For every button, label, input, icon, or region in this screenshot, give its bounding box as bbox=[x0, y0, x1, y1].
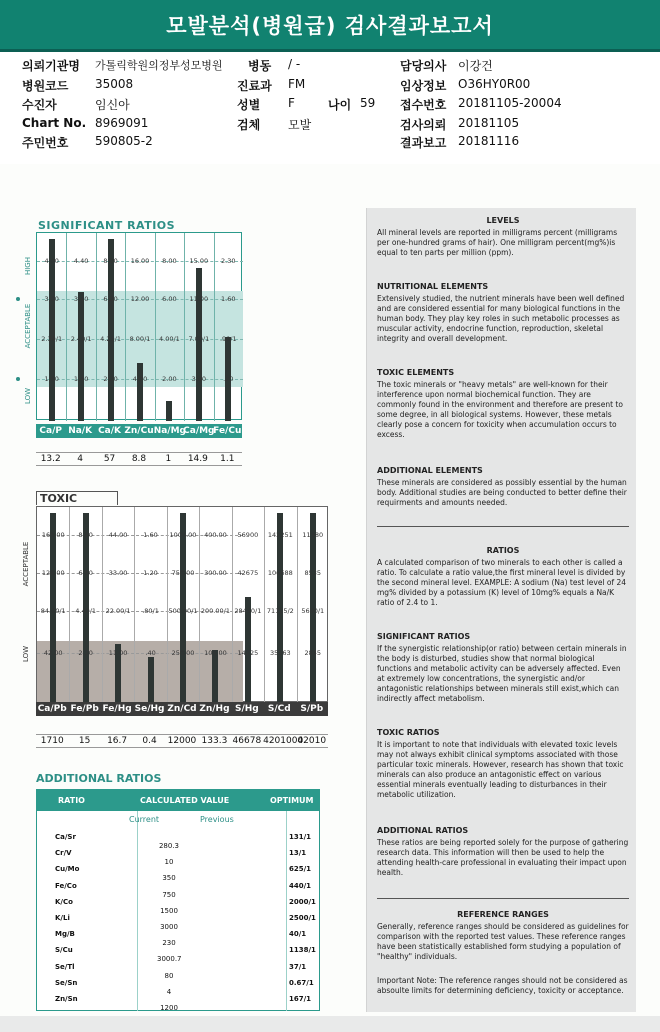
section-reference bbox=[377, 910, 629, 962]
ratio-value: 133.3 bbox=[201, 736, 228, 746]
info-sex-value: F bbox=[288, 96, 295, 110]
ratio-value: 14.9 bbox=[187, 454, 208, 464]
levels-heading: LEVELS bbox=[486, 216, 520, 225]
toxic-ratios-heading: TOXIC RATIOS bbox=[377, 728, 440, 737]
info-hospital-code: 병원코드 bbox=[22, 79, 69, 93]
tick-label: 2.00 bbox=[162, 375, 177, 383]
info-report-value: 20181116 bbox=[458, 134, 520, 148]
section-significant bbox=[377, 632, 629, 704]
tick-label: 3.40 bbox=[73, 295, 89, 303]
tick-label: 11.00 bbox=[108, 649, 128, 657]
nutritional-heading: NUTRITIONAL ELEMENTS bbox=[377, 282, 489, 291]
section-levels bbox=[377, 216, 629, 258]
tick-label: 4.40 bbox=[73, 257, 89, 265]
info-rrn: 주민번호 bbox=[22, 136, 69, 150]
ratio-label: Fe/Hg bbox=[102, 704, 132, 714]
tick-label: 300.00 bbox=[204, 569, 227, 577]
tick-label: 4.20/1 bbox=[100, 335, 121, 343]
tick-label: 4.00/1 bbox=[159, 335, 180, 343]
additional-ratio-name: Cr/V bbox=[55, 849, 72, 858]
significant-ratios-title: SIGNIFICANT RATIOS bbox=[38, 219, 176, 232]
additional-elements-text: These minerals are considered as possibly essential by the human body. Additional studies are being conducted to better define their requirments and amounts needed. bbox=[377, 478, 627, 507]
tick-label: 8.00 bbox=[162, 257, 177, 265]
additional-current-value: 3000 bbox=[160, 923, 178, 931]
ratio-label: Fe/Pb bbox=[70, 704, 99, 714]
tick-label: 500.00/1 bbox=[168, 607, 198, 615]
tick-label: 1.40 bbox=[73, 375, 89, 383]
tick-label: 11380 bbox=[302, 531, 324, 539]
ratio-value: 1710 bbox=[40, 736, 64, 746]
ratio-value: 42010 bbox=[297, 736, 327, 746]
toxic-ratios-title: TOXIC bbox=[36, 491, 118, 505]
ratio-value: 12000 bbox=[167, 736, 197, 746]
info-dept: 진료과 bbox=[237, 79, 272, 93]
additional-current-value: 350 bbox=[162, 874, 176, 883]
marker-dot bbox=[16, 297, 20, 301]
tick-label: 1.60 bbox=[221, 295, 236, 303]
ratio-label: S/Hg bbox=[235, 704, 259, 714]
info-institution-value: 가톨릭학원의정부성모병원 bbox=[95, 59, 223, 72]
info-chart-value: 8969091 bbox=[95, 116, 149, 130]
ratio-value: 8.8 bbox=[131, 454, 147, 464]
tick-label: .80/1 bbox=[142, 607, 159, 615]
additional-current-value: 80 bbox=[164, 971, 174, 980]
section-additional-elements bbox=[377, 466, 629, 508]
significant-heading: SIGNIFICANT RATIOS bbox=[377, 632, 471, 641]
additional-ratio-name: Se/Tl bbox=[55, 962, 75, 971]
ratio-value: 13.2 bbox=[40, 454, 61, 464]
side-label-acceptable: ACCEPTABLE bbox=[24, 303, 32, 349]
divider bbox=[377, 526, 629, 527]
toxic-chart bbox=[36, 506, 328, 702]
toxic-elements-text: The toxic minerals or "heavy metals" are well-known for their interference upon normal biochemical function. They are commonly found in the environment and therefore are present to some degree, in all biological systems. However, these metals clearly pose a concern for toxicity when accumulation occurs to excess. bbox=[377, 380, 623, 439]
ratio-bar bbox=[196, 268, 202, 421]
ratio-label: Ca/P bbox=[39, 426, 62, 436]
ratio-bar bbox=[212, 650, 218, 703]
ratio-label: Se/Hg bbox=[134, 704, 165, 714]
info-specimen-value: 모발 bbox=[288, 118, 312, 132]
info-request-value: 20181105 bbox=[458, 116, 520, 130]
ratio-value: 15 bbox=[78, 736, 91, 746]
ratio-value: 4201000 bbox=[263, 736, 304, 746]
info-sex: 성별 bbox=[237, 98, 261, 112]
tick-label: 250.00 bbox=[171, 649, 195, 657]
tick-label: 8.80 bbox=[78, 531, 93, 539]
ratio-bar bbox=[137, 363, 143, 421]
tick-label: .20 bbox=[223, 375, 234, 383]
tick-label: 35563 bbox=[269, 649, 291, 657]
info-clinical-value: O36HY0R00 bbox=[458, 77, 531, 91]
significant-labels-bar bbox=[36, 424, 242, 438]
additional-optimum: 37/1 bbox=[289, 962, 307, 971]
ratio-label: Ca/K bbox=[98, 426, 122, 436]
additional-current-value: 3000.7 bbox=[157, 955, 182, 964]
info-receiver: 수진자 bbox=[22, 98, 57, 112]
ratio-label: Na/Mg bbox=[153, 426, 186, 436]
additional-current-value: 280.3 bbox=[158, 842, 180, 850]
tick-label: 42.00 bbox=[43, 649, 63, 657]
info-clinical: 임상정보 bbox=[400, 79, 447, 93]
reference-text: Generally, reference ranges should be considered as guidelines for comparison with the reported test values. These reference ranges have been statistically established form studying a population of "healthy" individuals. bbox=[377, 922, 629, 961]
ratio-label: Ca/Mg bbox=[183, 426, 215, 436]
info-chart: Chart No. bbox=[22, 116, 87, 130]
additional-optimum: 0.67/1 bbox=[289, 978, 314, 987]
info-doctor: 담당의사 bbox=[400, 59, 447, 73]
levels-text: All mineral levels are reported in milligrams percent (milligrams per one-hundred grams of hair). One milligram percent(mg%)is equal to ten parts per million (ppm). bbox=[377, 228, 618, 257]
info-request: 검사의뢰 bbox=[400, 118, 447, 132]
sub-current: Current bbox=[129, 815, 160, 824]
tick-label: 200.00/1 bbox=[200, 607, 230, 615]
additional-table-header bbox=[36, 789, 320, 811]
additional-current-value: 10 bbox=[164, 858, 174, 867]
tick-label: 33.00 bbox=[108, 569, 128, 577]
tick-label: 14225 bbox=[237, 649, 259, 657]
tick-label: 3.00 bbox=[44, 295, 59, 303]
section-additional-ratios bbox=[377, 826, 629, 878]
ratio-bar bbox=[148, 657, 154, 703]
tick-label: 1.60 bbox=[44, 375, 59, 383]
col-calculated: CALCULATED VALUE bbox=[140, 796, 230, 805]
toxic-ratios-text: It is important to note that individuals with elevated toxic levels may not always exhibit clinical symptoms associated with those particular toxic minerals. However, research has shown that toxic minerals can also produce an antagonistic effect on various essential minerals eventually leading to disturbances in their metabolic utilization. bbox=[377, 740, 624, 799]
ratio-label: Fe/Cu bbox=[213, 426, 242, 436]
toxic-values-row bbox=[36, 734, 328, 748]
toxic-elements-heading: TOXIC ELEMENTS bbox=[377, 368, 455, 377]
tick-label: 11.00 bbox=[189, 295, 209, 303]
tick-label: 1.60 bbox=[143, 531, 158, 539]
tick-label: 42675 bbox=[237, 569, 259, 577]
tick-label: .90/1 bbox=[219, 335, 237, 343]
info-report: 결과보고 bbox=[400, 136, 447, 150]
tick-label: 1.20 bbox=[143, 569, 158, 577]
tick-label: 84.00/1 bbox=[40, 607, 66, 615]
tick-label: 750.00 bbox=[171, 569, 195, 577]
tick-label: 2.20 bbox=[78, 649, 93, 657]
toxic-side-acceptable: ACCEPTABLE bbox=[22, 541, 30, 587]
additional-optimum: 40/1 bbox=[289, 930, 307, 939]
tick-label: 168.00 bbox=[41, 531, 65, 539]
additional-current-value: 4 bbox=[166, 987, 172, 996]
additional-ratio-name: Cu/Mo bbox=[55, 865, 80, 874]
tick-label: 16.00 bbox=[130, 257, 150, 265]
divider bbox=[377, 898, 629, 899]
tick-label: 8535 bbox=[304, 569, 322, 577]
tick-label: 1000.00 bbox=[169, 531, 197, 539]
additional-ratio-name: K/Co bbox=[55, 897, 73, 906]
additional-optimum: 2000/1 bbox=[289, 897, 316, 906]
additional-ratio-name: Se/Sn bbox=[55, 978, 78, 987]
tick-label: 2.30/1 bbox=[41, 335, 63, 343]
info-rrn-value: 590805-2 bbox=[95, 134, 153, 148]
tick-label: 2.20 bbox=[103, 375, 118, 383]
additional-current-value: 750 bbox=[162, 890, 176, 899]
ratio-value: 16.7 bbox=[107, 736, 128, 746]
tick-label: 5690/1 bbox=[301, 607, 325, 615]
additional-ratio-name: K/Li bbox=[55, 914, 70, 922]
marker-dot bbox=[16, 377, 20, 381]
ratio-value: 4 bbox=[77, 454, 83, 464]
ratio-bar bbox=[108, 239, 114, 421]
tick-label: 2.40/1 bbox=[70, 335, 92, 343]
tick-label: 71125/2 bbox=[266, 607, 294, 615]
ratio-label: S/Cd bbox=[267, 704, 291, 714]
info-receipt-value: 20181105-20004 bbox=[458, 96, 562, 110]
ratio-value: 46678 bbox=[232, 736, 262, 746]
info-institution: 의뢰기관명 bbox=[22, 59, 80, 73]
additional-current-value: 1500 bbox=[160, 906, 178, 915]
section-toxic-elements bbox=[377, 368, 629, 440]
additional-ratio-name: Ca/Sr bbox=[55, 833, 76, 841]
additional-ratio-name: Zn/Sn bbox=[55, 995, 78, 1003]
ratio-value: 0.4 bbox=[142, 736, 157, 746]
tick-label: 7.00/1 bbox=[188, 335, 210, 343]
tick-label: 4.00 bbox=[44, 257, 59, 265]
info-receipt: 접수번호 bbox=[400, 98, 447, 112]
additional-optimum: 131/1 bbox=[289, 833, 312, 841]
ratio-label: Ca/Pb bbox=[37, 704, 67, 714]
toxic-labels-bar bbox=[36, 702, 328, 716]
page-title: 모발분석(병원급) 검사결과보고서 bbox=[166, 14, 494, 38]
section-nutritional bbox=[377, 282, 629, 344]
section-ratios bbox=[377, 546, 629, 608]
section-reference-note bbox=[377, 976, 629, 996]
side-label-high: HIGH bbox=[24, 256, 32, 276]
additional-ratio-name: Fe/Co bbox=[55, 881, 77, 890]
ratio-label: Na/K bbox=[68, 426, 93, 436]
ratio-bar bbox=[166, 401, 172, 421]
info-doctor-value: 이강건 bbox=[458, 59, 493, 73]
additional-optimum: 2500/1 bbox=[289, 914, 316, 922]
additional-optimum: 1138/1 bbox=[289, 946, 316, 955]
tick-label: 2.30 bbox=[221, 257, 236, 265]
additional-optimum: 167/1 bbox=[289, 995, 312, 1003]
tick-label: 142251 bbox=[267, 531, 293, 539]
tick-label: 100.00 bbox=[204, 649, 227, 657]
info-age-value: 59 bbox=[360, 96, 376, 110]
bottom-band bbox=[0, 1016, 660, 1032]
ratios-text: A calculated comparison of two minerals to each other is called a ratio. To calculate a ratio value,the first mineral level is divided by the second mineral level. EXAMPLE: A sodium (Na) test level of 24 mg% divided by a potassium (K) level of 10mg% equals a Na/K ratio of 2.4 to 1. bbox=[377, 558, 627, 607]
additional-ratios-heading: ADDITIONAL RATIOS bbox=[377, 826, 469, 835]
col-optimum: OPTIMUM bbox=[270, 796, 314, 805]
tick-label: 2845 bbox=[304, 649, 322, 657]
tick-label: 6.60 bbox=[78, 569, 93, 577]
additional-ratios-text: These ratios are being reported solely for the purpose of gathering research data. This information will then be used to help the attending health-care professional in evaluating their impact upon health. bbox=[377, 838, 629, 877]
tick-label: 4.40/1 bbox=[75, 607, 97, 615]
ratio-label: S/Pb bbox=[300, 704, 324, 714]
tick-label: 44.00 bbox=[108, 531, 128, 539]
ratio-bar bbox=[78, 292, 84, 421]
info-receiver-value: 임신아 bbox=[95, 98, 130, 112]
tick-label: 56900 bbox=[237, 531, 259, 539]
explanation-column bbox=[366, 208, 636, 1012]
tick-label: 3.00 bbox=[191, 375, 207, 383]
significant-text: If the synergistic relationship(or ratio) between certain minerals in the body is disturbed, studies show that normal biological functions and metabolic activity can be adversely affected. Even at extremely low concentrations, the synergistic and/or antagonistic relationships between minerals still exist,which can indirectly affect metabolism. bbox=[377, 644, 627, 703]
ratio-label: Zn/Hg bbox=[199, 704, 230, 714]
reference-heading: REFERENCE RANGES bbox=[457, 910, 549, 919]
tick-label: 22.00/1 bbox=[105, 607, 131, 615]
tick-label: 400.00 bbox=[204, 531, 227, 539]
info-ward: 병동 bbox=[248, 59, 272, 73]
additional-current-value: 230 bbox=[162, 939, 176, 948]
reference-note: Important Note: The reference ranges should not be considered as absoulte limits for determining deficiency, toxicity or acceptance. bbox=[377, 976, 628, 995]
ratio-value: 1 bbox=[165, 454, 172, 464]
additional-ratio-name: Mg/B bbox=[55, 930, 75, 939]
additional-ratios-title: ADDITIONAL RATIOS bbox=[36, 772, 162, 785]
info-age: 나이 bbox=[328, 98, 352, 112]
tick-label: 4.00 bbox=[132, 375, 148, 383]
info-hospital-code-value: 35008 bbox=[95, 77, 134, 91]
ratio-label: Zn/Cu bbox=[124, 426, 154, 436]
ratio-value: 57 bbox=[103, 454, 116, 464]
ratio-label: Zn/Cd bbox=[167, 704, 197, 714]
section-toxic-ratios bbox=[377, 728, 629, 800]
ratio-value: 1.1 bbox=[220, 454, 235, 464]
ratios-heading: RATIOS bbox=[486, 546, 520, 555]
ratio-bar bbox=[49, 239, 55, 421]
additional-ratio-name: S/Cu bbox=[55, 946, 73, 955]
tick-label: 8.00/1 bbox=[129, 335, 151, 343]
info-ward-value: / - bbox=[288, 57, 301, 71]
sub-previous: Previous bbox=[200, 815, 234, 824]
col-ratio: RATIO bbox=[58, 796, 85, 805]
additional-optimum: 625/1 bbox=[289, 865, 312, 874]
tick-label: 6.20 bbox=[103, 295, 118, 303]
tick-label: .40 bbox=[145, 649, 156, 657]
additional-current-value: 1200 bbox=[160, 1004, 178, 1012]
info-specimen: 검체 bbox=[237, 118, 261, 132]
tick-label: 28450/1 bbox=[234, 607, 262, 615]
tick-label: 6.00 bbox=[162, 295, 177, 303]
nutritional-text: Extensively studied, the nutrient minerals have been well defined and are considered essential for many biological functions in the human body. They play key roles in such metabolic processes as muscular activity, endocrine function, reproduction, skeletal integrity and overall development. bbox=[377, 294, 625, 343]
tick-label: 15.00 bbox=[189, 257, 209, 265]
tick-label: 126.00 bbox=[41, 569, 65, 577]
additional-optimum: 13/1 bbox=[289, 849, 307, 858]
additional-table bbox=[36, 811, 320, 1011]
additional-optimum: 440/1 bbox=[289, 881, 312, 890]
info-dept-value: FM bbox=[288, 77, 306, 91]
side-label-low: LOW bbox=[24, 387, 32, 405]
tick-label: 8.20 bbox=[103, 257, 118, 265]
tick-label: 12.00 bbox=[130, 295, 150, 303]
significant-chart bbox=[36, 232, 242, 420]
significant-values-row bbox=[36, 452, 242, 466]
toxic-side-low: LOW bbox=[22, 645, 30, 663]
tick-label: 106688 bbox=[267, 569, 293, 577]
additional-elements-heading: ADDITIONAL ELEMENTS bbox=[377, 466, 483, 475]
